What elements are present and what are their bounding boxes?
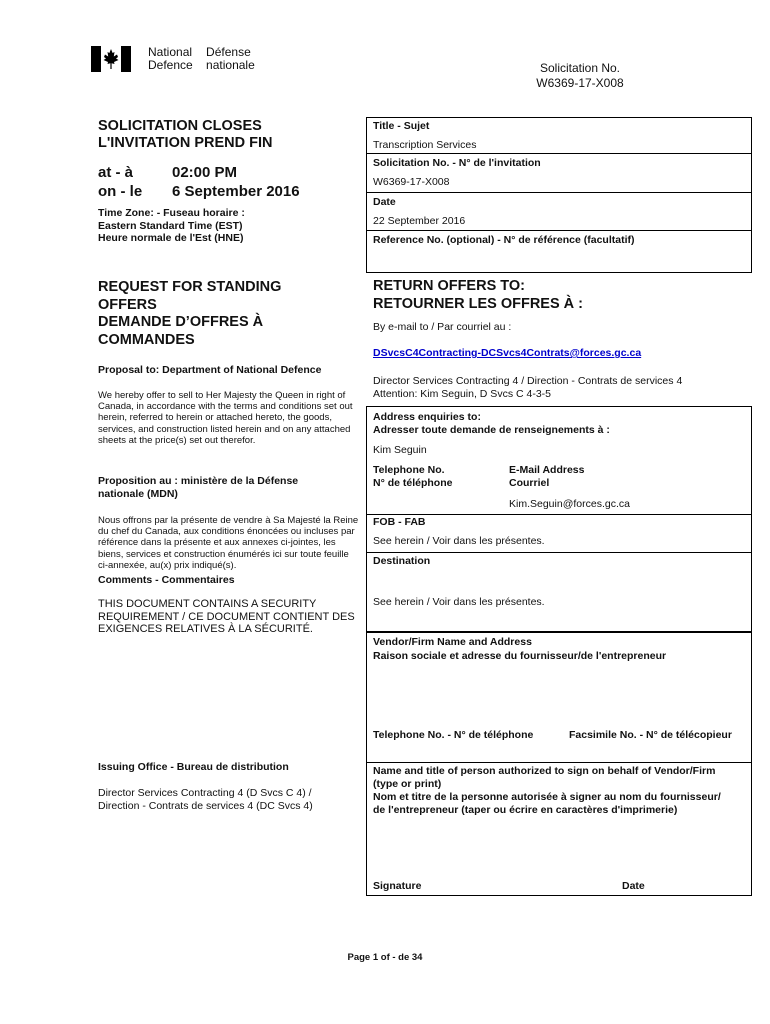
request-line2: OFFERS (98, 296, 157, 313)
proposal-text-fr: Nous offrons par la présente de vendre à Sa Majesté la Reine du chef du Canada, aux conditions énoncées ou incluses par référence dans la présente et aux annexes ci-jointes, les biens, services et construction énumérés ici sur toute feuille ci-annexée, au(x) prix indiqué(s). (98, 515, 359, 571)
return-offers-en: RETURN OFFERS TO: (373, 278, 525, 294)
maple-leaf-icon (103, 48, 119, 70)
signature-label: Signature (373, 880, 422, 892)
vendor-label-en: Vendor/Firm Name and Address (373, 636, 532, 648)
return-email-link[interactable]: DSvcsC4Contracting-DCSvcs4Contrats@forces.gc.ca (373, 347, 642, 359)
wordmark-en-line2: Defence (148, 58, 193, 72)
on-label: on - le (98, 183, 143, 200)
wordmark-fr-line2: nationale (206, 58, 255, 72)
divider (366, 762, 752, 763)
proposal-text-en: We hereby offer to sell to Her Majesty the Queen in right of Canada, in accordance with the terms and conditions set out herein, referred to herein or attached hereto, the goods, services, and construction listed herein and on any attached sheets at the price(s) set out therefor. (98, 390, 353, 446)
reference-number-label: Reference No. (optional) - N° de référence (facultatif) (373, 234, 635, 246)
tz-line2: Eastern Standard Time (EST) (98, 219, 243, 232)
email-label-fr: Courriel (509, 477, 550, 489)
comments-heading: Comments - Commentaires (98, 574, 235, 586)
divider (366, 230, 752, 231)
request-line4: COMMANDES (98, 331, 195, 348)
signature-date-label: Date (622, 880, 645, 892)
return-offers-heading (373, 277, 583, 313)
proposal-heading-en: Proposal to: Department of National Defence (98, 364, 322, 376)
request-line3: DEMANDE D’OFFRES À (98, 314, 264, 330)
vendor-telephone-label: Telephone No. - N° de téléphone (373, 729, 534, 741)
solicitation-header-number: W6369-17-X008 (536, 76, 624, 90)
time-zone (98, 207, 245, 245)
date-label: Date (373, 196, 396, 208)
fob-value: See herein / Voir dans les présentes. (373, 535, 545, 547)
vendor-fax-label: Facsimile No. - N° de télécopieur (569, 729, 732, 741)
email-label-en: E-Mail Address (509, 464, 585, 476)
closing-time (98, 163, 300, 201)
fob-label: FOB - FAB (373, 516, 426, 528)
signer-label-line4: de l'entrepreneur (taper ou écrire en caractères d'imprimerie) (373, 804, 678, 816)
closing-heading (98, 118, 273, 152)
title-label: Title - Sujet (373, 120, 430, 132)
title-value: Transcription Services (373, 139, 477, 151)
government-wordmark (148, 46, 265, 72)
return-office-line2: Attention: Kim Seguin, D Svcs C 4-3-5 (373, 388, 551, 400)
at-value: 02:00 PM (172, 164, 238, 181)
date-value: 22 September 2016 (373, 215, 466, 227)
solicitation-header (520, 61, 640, 91)
wordmark-en-line1: National (148, 45, 193, 59)
request-heading (98, 279, 348, 349)
wordmark-fr-line1: Défense (206, 45, 251, 59)
signer-label-line3: Nom et titre de la personne autorisée à signer au nom du fournisseur/ (373, 791, 721, 803)
destination-value: See herein / Voir dans les présentes. (373, 596, 545, 608)
security-notice: THIS DOCUMENT CONTAINS A SECURITY REQUIREMENT / CE DOCUMENT CONTIENT DES EXIGENCES RELATIVES À LA SÉCURITÉ. (98, 598, 355, 636)
closing-heading-en: SOLICITATION CLOSES (98, 118, 262, 134)
canada-flag-icon (91, 46, 131, 72)
page-number: Page 1 of - de 34 (347, 952, 423, 963)
on-value: 6 September 2016 (172, 183, 300, 200)
divider (366, 153, 752, 154)
request-line1: REQUEST FOR STANDING (98, 279, 282, 295)
telephone-label-en: Telephone No. (373, 464, 445, 476)
issuing-office-value: Director Services Contracting 4 (D Svcs C 4) / Direction - Contrats de services 4 (DC Svcs 4) (98, 787, 313, 812)
signer-label-line2: (type or print) (373, 778, 442, 790)
divider (366, 552, 752, 553)
solicitation-number-label: Solicitation No. - N° de l'invitation (373, 157, 541, 169)
issuing-office-heading: Issuing Office - Bureau de distribution (98, 761, 289, 773)
by-email-label: By e-mail to / Par courriel au : (373, 321, 512, 333)
return-offers-fr: RETOURNER LES OFFRES À : (373, 296, 583, 312)
telephone-label-fr: N° de téléphone (373, 477, 453, 489)
solicitation-number-value: W6369-17-X008 (373, 176, 450, 188)
enquiries-label-en: Address enquiries to: (373, 411, 481, 423)
tz-line1: Time Zone: - Fuseau horaire : (98, 207, 245, 219)
proposal-heading-fr: Proposition au : ministère de la Défense nationale (MDN) (98, 475, 299, 500)
closing-heading-fr: L'INVITATION PREND FIN (98, 135, 273, 151)
vendor-label-fr: Raison sociale et adresse du fournisseur/de l'entrepreneur (373, 650, 667, 662)
enquiries-label-fr: Adresser toute demande de renseignements à : (373, 424, 610, 436)
enquiries-contact-name: Kim Seguin (373, 444, 427, 456)
destination-label: Destination (373, 555, 431, 567)
divider (366, 514, 752, 515)
tz-line3: Heure normale de l'Est (HNE) (98, 232, 244, 244)
divider (366, 192, 752, 193)
return-office-line1: Director Services Contracting 4 / Direction - Contrats de services 4 (373, 375, 683, 387)
solicitation-header-label: Solicitation No. (539, 61, 621, 75)
at-label: at - à (98, 164, 134, 181)
signer-label-line1: Name and title of person authorized to sign on behalf of Vendor/Firm (373, 765, 716, 777)
enquiries-email-value: Kim.Seguin@forces.gc.ca (509, 498, 630, 510)
vendor-box (366, 632, 752, 896)
